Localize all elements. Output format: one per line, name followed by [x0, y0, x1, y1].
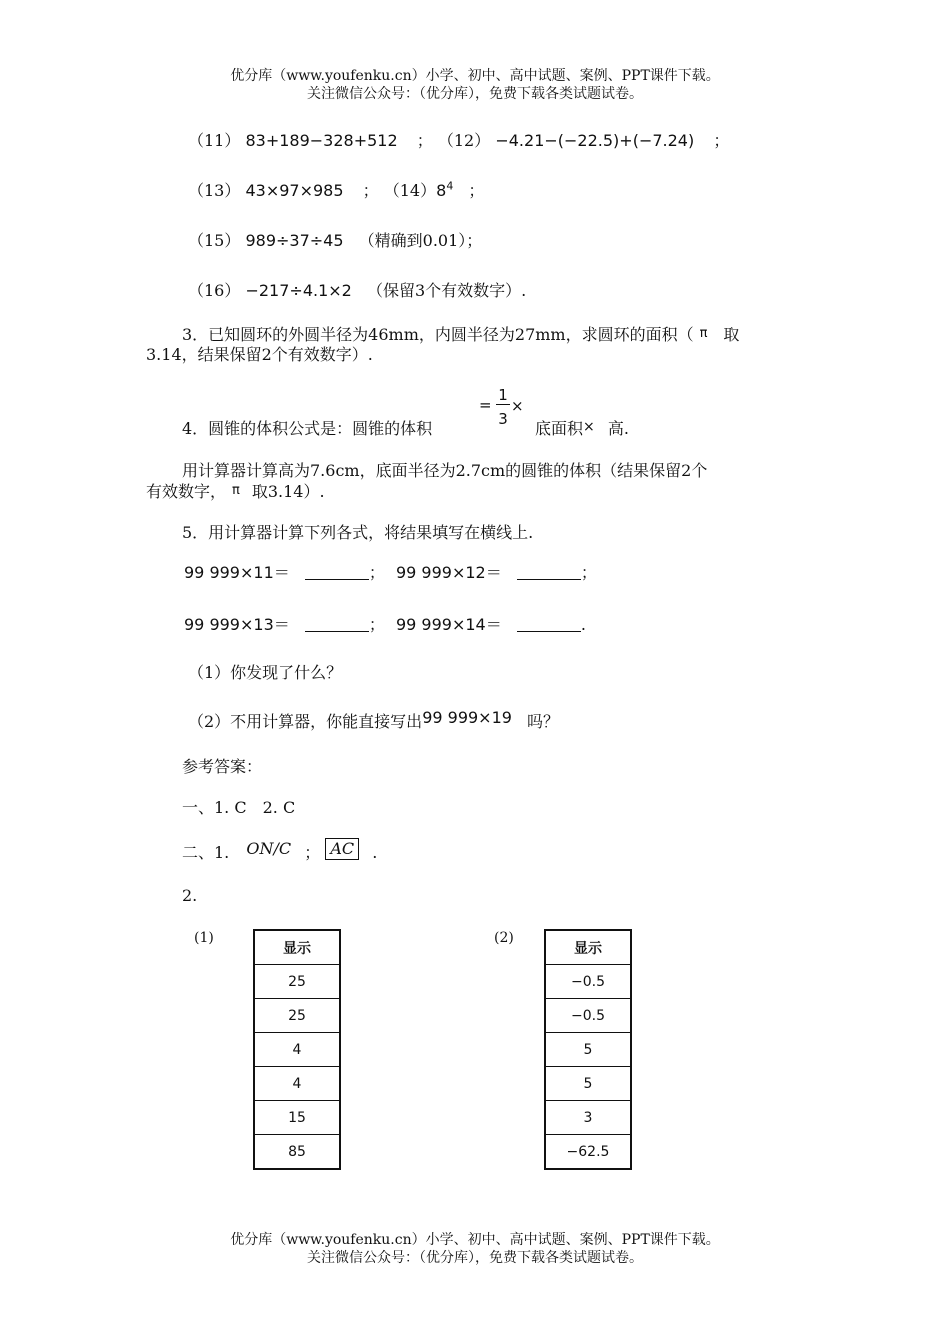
table-cell: 5 — [545, 1033, 631, 1067]
table-cell: 4 — [254, 1067, 340, 1101]
problem-13-label: （13） — [188, 181, 241, 200]
answers-part-2-lead: 二、1. — [182, 843, 230, 862]
problem-13-expr: 43×97×985 — [245, 181, 344, 200]
question-5-row-1 — [184, 560, 597, 583]
question-4-calc-line-1: 用计算器计算高为7.6cm，底面半径为2.7cm的圆锥的体积（结果保留2个 — [182, 461, 708, 480]
question-5-sub-2 — [188, 708, 559, 732]
answers-item-2: 2. — [182, 886, 198, 905]
expr-99999x19: 99 999×19 — [422, 708, 512, 727]
problem-16-note: （保留3个有效数字）. — [366, 281, 527, 300]
question-5-title: 5．用计算器计算下列各式，将结果填写在横线上. — [182, 523, 534, 542]
formula-equals: = — [479, 396, 492, 414]
formula-times: × — [511, 397, 524, 415]
key-ac: AC — [325, 838, 359, 860]
display-table-1 — [253, 929, 341, 1170]
header-line-2: 关注微信公众号：（优分库），免费下载各类试题试卷。 — [307, 86, 643, 102]
footer-line-1: 优分库（www.youfenku.cn）小学、初中、高中试题、案例、PPT课件下载。 — [230, 1232, 720, 1248]
problem-11-expr: 83+189−328+512 — [245, 131, 398, 150]
pi-symbol: π — [232, 483, 240, 498]
separator: ； — [304, 843, 321, 862]
table-cell: 4 — [254, 1033, 340, 1067]
problem-15 — [188, 228, 482, 251]
table-header: 显示 — [545, 930, 631, 965]
question-5-sub-2-a: （2）不用计算器，你能直接写出 — [188, 712, 423, 731]
table-cell: 25 — [254, 999, 340, 1033]
question-4-calc-text-b: 取3.14）. — [251, 482, 325, 501]
separator: ； — [368, 615, 385, 634]
problem-14-sep: ； — [468, 181, 485, 200]
separator: ； — [368, 563, 385, 582]
problem-15-label: （15） — [188, 231, 241, 250]
separator: . — [580, 615, 586, 634]
answer-blank[interactable] — [305, 617, 369, 632]
question-4-calc-line-2 — [146, 479, 325, 502]
answer-blank[interactable] — [305, 565, 369, 580]
table-cell: 85 — [254, 1135, 340, 1170]
table-cell: 25 — [254, 965, 340, 999]
fraction-numerator: 1 — [496, 386, 510, 405]
answer-blank[interactable] — [517, 617, 581, 632]
problem-16 — [188, 278, 526, 301]
table-cell: 3 — [545, 1101, 631, 1135]
expr-99999x14: 99 999×14＝ — [395, 615, 502, 634]
problem-14-exp: 4 — [446, 179, 454, 193]
problem-14-label: （14） — [383, 181, 437, 200]
question-4-calc-text-a: 有效数字， — [146, 482, 227, 501]
expr-99999x12: 99 999×12＝ — [395, 563, 502, 582]
table-2-label: (2) — [494, 930, 514, 946]
question-5-sub-1: （1）你发现了什么？ — [188, 663, 343, 682]
problem-13-sep: ； — [362, 181, 379, 200]
question-5-row-2 — [184, 612, 586, 635]
table-cell: 15 — [254, 1101, 340, 1135]
table-1-label: (1) — [194, 930, 214, 946]
footer-line-2: 关注微信公众号：（优分库），免费下载各类试题试卷。 — [307, 1250, 643, 1266]
display-table-2 — [544, 929, 632, 1170]
question-4-height: 高. — [607, 419, 629, 438]
separator: ； — [580, 563, 597, 582]
question-4-base: 底面积 — [535, 419, 584, 438]
table-cell: −0.5 — [545, 999, 631, 1033]
question-3-text-b: 取 — [723, 325, 740, 344]
answers-part-1: 一、1. C 2. C — [182, 798, 296, 817]
problem-15-expr: 989÷37÷45 — [245, 231, 344, 250]
problem-11-label: （11） — [188, 131, 241, 150]
problem-15-note: （精确到0.01）； — [358, 231, 483, 250]
table-cell: 5 — [545, 1067, 631, 1101]
answers-part-2 — [182, 838, 377, 863]
problem-16-expr: −217÷4.1×2 — [245, 281, 352, 300]
answers-title: 参考答案： — [182, 757, 263, 776]
question-4-times: × — [583, 419, 595, 435]
problem-11-12 — [188, 128, 729, 151]
question-4-lead: 4．圆锥的体积公式是：圆锥的体积 — [182, 419, 433, 438]
problem-12-sep: ； — [713, 131, 730, 150]
question-4-tail — [535, 416, 629, 439]
answer-blank[interactable] — [517, 565, 581, 580]
question-3-line-2: 3.14，结果保留2个有效数字）. — [146, 345, 373, 364]
question-3-text-a: 3．已知圆环的外圆半径为46mm，内圆半径为27mm，求圆环的面积（ — [182, 325, 694, 344]
question-5-sub-2-b: 吗？ — [527, 712, 560, 731]
fraction-denominator: 3 — [498, 410, 508, 428]
problem-13-14 — [188, 178, 484, 201]
table-cell: −0.5 — [545, 965, 631, 999]
problem-16-label: （16） — [188, 281, 241, 300]
problem-12-label: （12） — [437, 131, 491, 150]
problem-11-sep: ； — [416, 131, 433, 150]
table-cell: −62.5 — [545, 1135, 631, 1170]
problem-12-expr: −4.21−(−22.5)+(−7.24) — [495, 131, 695, 150]
expr-99999x11: 99 999×11＝ — [184, 563, 290, 582]
separator: . — [372, 843, 378, 862]
pi-symbol: π — [699, 326, 708, 341]
problem-14-base: 8 — [436, 181, 447, 200]
expr-99999x13: 99 999×13＝ — [184, 615, 290, 634]
header-line-1: 优分库（www.youfenku.cn）小学、初中、高中试题、案例、PPT课件下载。 — [230, 68, 720, 84]
key-on-c: ON/C — [246, 839, 292, 858]
table-header: 显示 — [254, 930, 340, 965]
